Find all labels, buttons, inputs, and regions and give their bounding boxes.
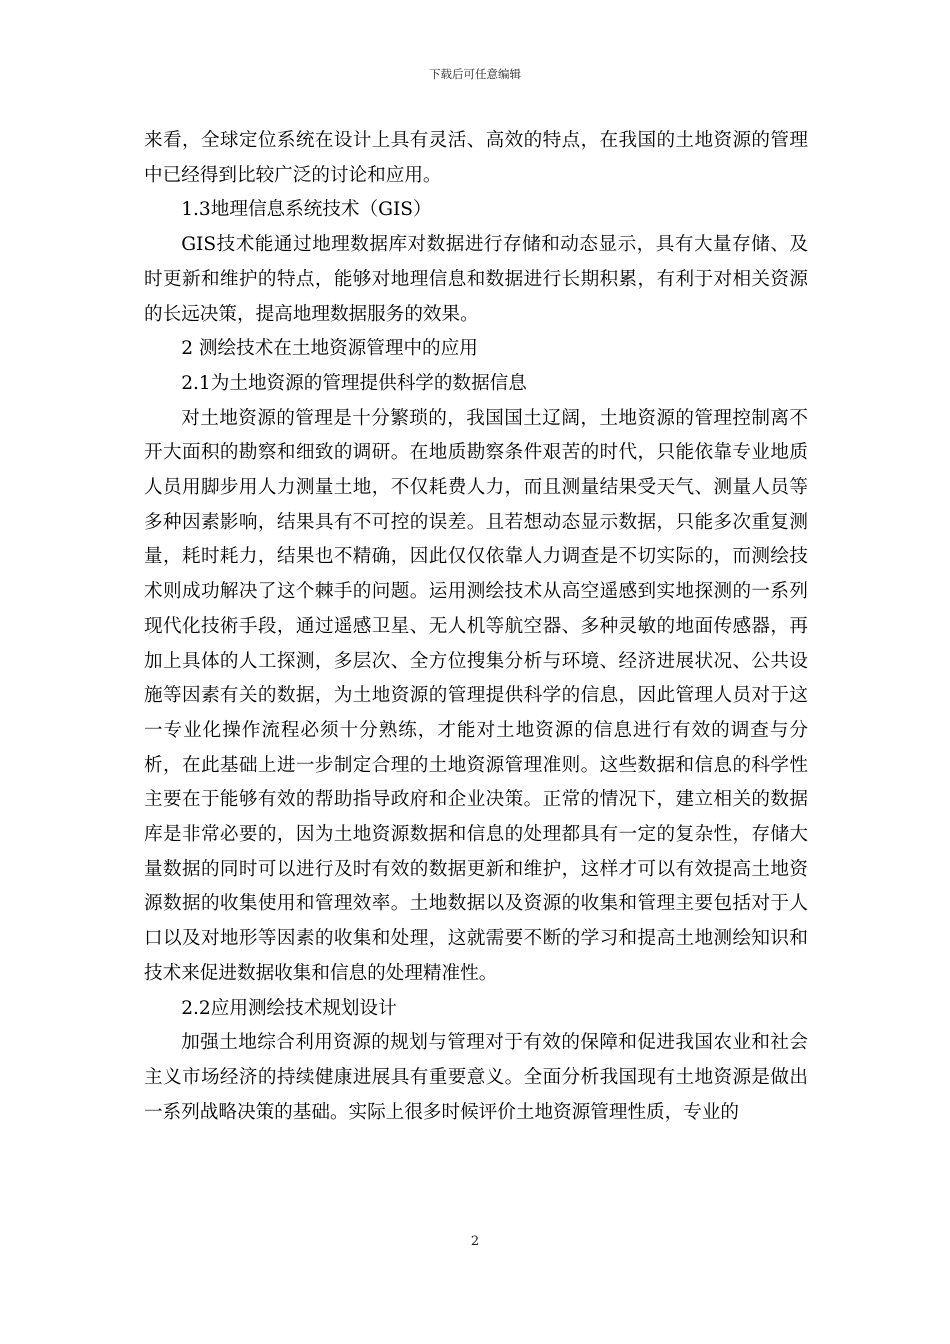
- paragraph-planning: 加强土地综合利用资源的规划与管理对于有效的保障和促进我国农业和社会主义市场经济的持续健康进展具有重要意义。全面分析我国现有土地资源是做出一系列战略决策的基础。实际上很多时候评价土地资源管理性质，专业的: [144, 1032, 808, 1123]
- section-heading-2-2: 2.2应用测绘技术规划设计: [181, 997, 397, 1019]
- section-heading-1-3: 1.3地理信息系统技术（GIS）: [181, 199, 432, 221]
- page-number: 2: [470, 1234, 480, 1249]
- paragraph-gis: GIS技术能通过地理数据库对数据进行存储和动态显示，具有大量存储、及时更新和维护的特点，能够对地理信息和数据进行长期积累，有利于对相关资源的长远决策，提高地理数据服务的效果。: [144, 234, 808, 325]
- paragraph-data-info: 对土地资源的管理是十分繁琐的，我国国土辽阔，土地资源的管理控制离不开大面积的勘察和细致的调研。在地质勘察条件艰苦的时代，只能依靠专业地质人员用脚步用人力测量土地，不仅耗费人力，而且测量结果受天气、测量人员等多种因素影响，结果具有不可控的误差。且若想动态显示数据，只能多次重复测量，耗时耗力，结果也不精确，因此仅仅依靠人力调查是不切实际的，而测绘技术则成功解决了这个棘手的问题。运用测绘技术从高空遥感到实地探测的一系列现代化技術手段，通过遥感卫星、无人机等航空器、多种灵敏的地面传感器，再加上具体的人工探测，多层次、全方位搜集分析与环境、经济进展状况、公共设施等因素有关的数据，为土地资源的管理提供科学的信息，因此管理人员对于这一专业化操作流程必须十分熟练，才能对土地资源的信息进行有效的调查与分析，在此基础上进一步制定合理的土地资源管理准则。这些数据和信息的科学性主要在于能够有效的帮助指导政府和企业决策。正常的情况下，建立相关的数据库是非常必要的，因为土地资源数据和信息的处理都具有一定的复杂性，存储大量数据的同时可以进行及时有效的数据更新和维护，这样才可以有效提高土地资源数据的收集使用和管理效率。土地数据以及资源的收集和管理主要包括对于人口以及对地形等因素的收集和处理，这就需要不断的学习和提高土地测绘知识和技术来促进数据收集和信息的处理精准性。: [144, 407, 808, 984]
- paragraph-continued: 来看，全球定位系统在设计上具有灵活、高效的特点，在我国的土地资源的管理中已经得到比较广泛的讨论和应用。: [144, 130, 808, 186]
- section-heading-2-1: 2.1为土地资源的管理提供科学的数据信息: [181, 372, 527, 394]
- section-heading-2: 2 测绘技术在土地资源管理中的应用: [181, 338, 478, 360]
- page-header: 下载后可任意编辑: [429, 67, 521, 81]
- page-body: [144, 124, 808, 1130]
